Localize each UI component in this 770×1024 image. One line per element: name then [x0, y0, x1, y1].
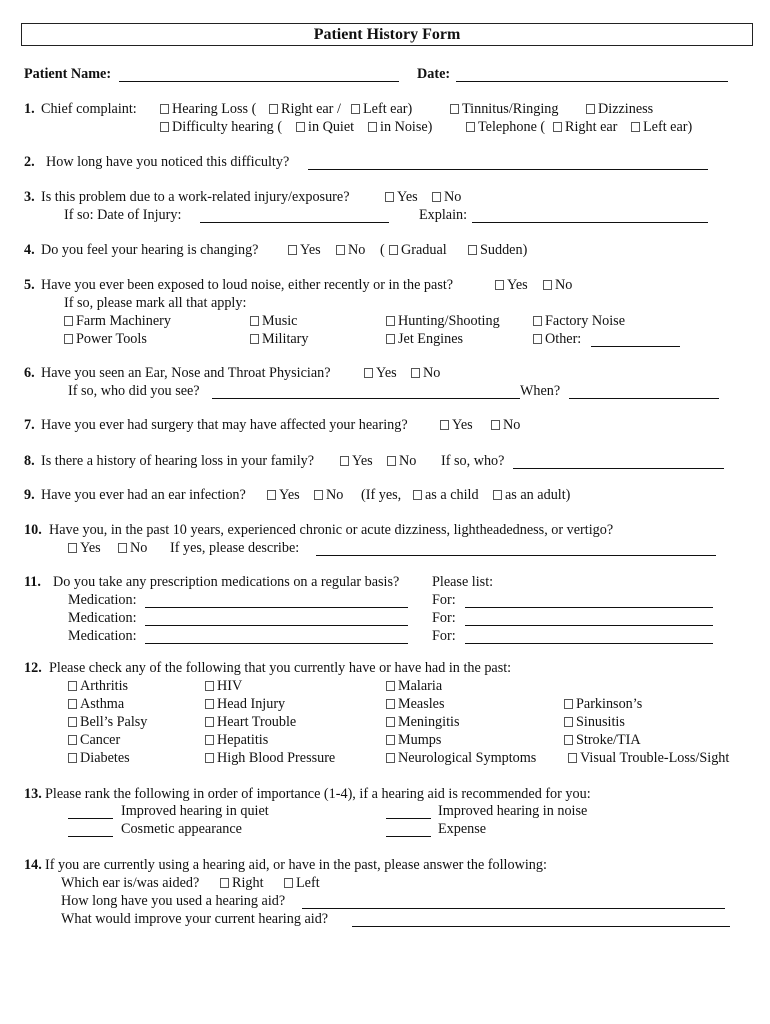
q8-label: Is there a history of hearing loss in your family? [41, 453, 315, 469]
q8-no[interactable]: No [387, 453, 416, 470]
q3-no-checkbox[interactable] [432, 192, 441, 202]
q9-yes[interactable]: Yes [267, 487, 300, 504]
date-label: Date: [417, 66, 451, 82]
for-label: For: [432, 610, 456, 626]
q1-telephone[interactable]: Telephone ( [466, 119, 545, 136]
q7-number: 7. [24, 417, 35, 433]
q5-power[interactable]: Power Tools [64, 331, 147, 348]
q9-label: Have you ever had an ear infection? [41, 487, 246, 503]
for-field-3[interactable] [465, 643, 713, 644]
q6-yes[interactable]: Yes [364, 365, 397, 382]
q1-in-noise[interactable]: in Noise) [368, 119, 432, 136]
arthritis-checkbox[interactable] [68, 681, 77, 691]
condition-high-blood-pressure[interactable]: High Blood Pressure [205, 750, 335, 767]
q9-yes-checkbox[interactable] [267, 490, 276, 500]
q9-number: 9. [24, 487, 35, 503]
gradual-checkbox[interactable] [389, 245, 398, 255]
malaria-checkbox[interactable] [386, 681, 395, 691]
q14-which-ear: Which ear is/was aided? [61, 875, 200, 891]
rank-expense-field[interactable] [386, 836, 431, 837]
q2-number: 2. [24, 154, 35, 170]
tinnitus-checkbox[interactable] [450, 104, 459, 114]
visual-trouble-checkbox[interactable] [568, 753, 577, 763]
q13-label: Please rank the following in order of importance (1-4), if a hearing aid is recommended for you: [45, 786, 591, 802]
q3-number: 3. [24, 189, 35, 205]
q7-no[interactable]: No [491, 417, 520, 434]
q14-how-long-label: How long have you used a hearing aid? [61, 893, 286, 909]
q11-please-list: Please list: [432, 574, 494, 590]
q6-no-checkbox[interactable] [411, 368, 420, 378]
q2-answer-field[interactable] [308, 169, 708, 170]
q14-how-long-field[interactable] [302, 908, 725, 909]
q10-number: 10. [24, 522, 42, 538]
q1-left-ear[interactable]: Left ear) [351, 101, 412, 118]
q3-no[interactable]: No [432, 189, 461, 206]
q6-who-label: If so, who did you see? [68, 383, 200, 399]
q5-music[interactable]: Music [250, 313, 297, 330]
q12-label: Please check any of the following that you currently have or have had in the past: [49, 660, 512, 676]
condition-meningitis[interactable]: Meningitis [386, 714, 459, 731]
rank-cosmetic-field[interactable] [68, 836, 113, 837]
mumps-checkbox[interactable] [386, 735, 395, 745]
medication-label: Medication: [68, 610, 137, 626]
condition-cancer[interactable]: Cancer [68, 732, 120, 749]
condition-arthritis[interactable]: Arthritis [68, 678, 128, 695]
difficulty-hearing-checkbox[interactable] [160, 122, 169, 132]
q10-no[interactable]: No [118, 540, 147, 557]
condition-head-injury[interactable]: Head Injury [205, 696, 285, 713]
q7-yes[interactable]: Yes [440, 417, 473, 434]
telephone-left-ear-checkbox[interactable] [631, 122, 640, 132]
q8-number: 8. [24, 453, 35, 469]
measles-checkbox[interactable] [386, 699, 395, 709]
for-field-1[interactable] [465, 607, 713, 608]
condition-hiv[interactable]: HIV [205, 678, 242, 695]
heart-trouble-checkbox[interactable] [205, 717, 214, 727]
q5-no-checkbox[interactable] [543, 280, 552, 290]
q1-label: Chief complaint: [41, 101, 137, 117]
q7-label: Have you ever had surgery that may have affected your hearing? [41, 417, 408, 433]
farm-machinery-checkbox[interactable] [64, 316, 73, 326]
left-ear-checkbox[interactable] [351, 104, 360, 114]
q1-tel-left[interactable]: Left ear) [631, 119, 692, 136]
q10-yes[interactable]: Yes [68, 540, 101, 557]
q3-yes[interactable]: Yes [385, 189, 418, 206]
q4-no[interactable]: No [336, 242, 365, 259]
q14-label: If you are currently using a hearing aid, or have in the past, please answer the following: [45, 857, 547, 873]
patient-name-field[interactable] [119, 81, 399, 82]
q1-in-quiet[interactable]: in Quiet [296, 119, 354, 136]
in-noise-checkbox[interactable] [368, 122, 377, 132]
q5-factory[interactable]: Factory Noise [533, 313, 625, 330]
q5-jet[interactable]: Jet Engines [386, 331, 463, 348]
cancer-checkbox[interactable] [68, 735, 77, 745]
rank-noise-field[interactable] [386, 818, 431, 819]
condition-heart-trouble[interactable]: Heart Trouble [205, 714, 296, 731]
patient-name-label: Patient Name: [24, 66, 112, 82]
q7-yes-checkbox[interactable] [440, 420, 449, 430]
q5-mark-all: If so, please mark all that apply: [64, 295, 247, 311]
medication-label: Medication: [68, 628, 137, 644]
medication-field-1[interactable] [145, 607, 408, 608]
other-checkbox[interactable] [533, 334, 542, 344]
rank-noise-label: Improved hearing in noise [438, 803, 588, 819]
q9-child[interactable]: as a child [413, 487, 479, 504]
rank-cosmetic-label: Cosmetic appearance [121, 821, 242, 837]
q2-label: How long have you noticed this difficulty? [46, 154, 290, 170]
q3-explain-field[interactable] [472, 222, 708, 223]
q3-date-injury-label: If so: Date of Injury: [64, 207, 182, 223]
q7-no-checkbox[interactable] [491, 420, 500, 430]
q1-difficulty-hearing[interactable]: Difficulty hearing ( [160, 119, 282, 136]
aided-left-checkbox[interactable] [284, 878, 293, 888]
q1-right-ear[interactable]: Right ear / [269, 101, 341, 118]
q1-hearing-loss[interactable]: Hearing Loss ( [160, 101, 256, 118]
q14-improve-label: What would improve your current hearing aid? [61, 911, 329, 927]
q3-explain-label: Explain: [419, 207, 468, 223]
power-tools-checkbox[interactable] [64, 334, 73, 344]
asthma-checkbox[interactable] [68, 699, 77, 709]
meningitis-checkbox[interactable] [386, 717, 395, 727]
q5-label: Have you ever been exposed to loud noise, either recently or in the past? [41, 277, 454, 293]
q10-yes-checkbox[interactable] [68, 543, 77, 553]
q5-yes[interactable]: Yes [495, 277, 528, 294]
q5-farm[interactable]: Farm Machinery [64, 313, 171, 330]
neurological-checkbox[interactable] [386, 753, 395, 763]
rank-quiet-field[interactable] [68, 818, 113, 819]
q4-sudden[interactable]: Sudden) [468, 242, 527, 259]
head-injury-checkbox[interactable] [205, 699, 214, 709]
condition-neurological[interactable]: Neurological Symptoms [386, 750, 536, 767]
q4-label: Do you feel your hearing is changing? [41, 242, 259, 258]
condition-diabetes[interactable]: Diabetes [68, 750, 130, 767]
q5-military[interactable]: Military [250, 331, 309, 348]
q3-yes-checkbox[interactable] [385, 192, 394, 202]
q10-no-checkbox[interactable] [118, 543, 127, 553]
q14-right[interactable]: Right [220, 875, 264, 892]
military-checkbox[interactable] [250, 334, 259, 344]
condition-sinusitis[interactable]: Sinusitis [564, 714, 625, 731]
bells-palsy-checkbox[interactable] [68, 717, 77, 727]
in-quiet-checkbox[interactable] [296, 122, 305, 132]
aided-right-checkbox[interactable] [220, 878, 229, 888]
q1-number: 1. [24, 101, 35, 117]
q6-when-field[interactable] [569, 398, 719, 399]
q10-describe-field[interactable] [316, 555, 716, 556]
hunting-checkbox[interactable] [386, 316, 395, 326]
condition-mumps[interactable]: Mumps [386, 732, 441, 749]
sinusitis-checkbox[interactable] [564, 717, 573, 727]
q8-who-label: If so, who? [441, 453, 505, 469]
q6-number: 6. [24, 365, 35, 381]
date-field[interactable] [456, 81, 728, 82]
right-ear-checkbox[interactable] [269, 104, 278, 114]
q11-label: Do you take any prescription medications on a regular basis? [53, 574, 400, 590]
telephone-right-ear-checkbox[interactable] [553, 122, 562, 132]
q5-other[interactable]: Other: [533, 331, 581, 348]
q8-yes[interactable]: Yes [340, 453, 373, 470]
hepatitis-checkbox[interactable] [205, 735, 214, 745]
rank-quiet-label: Improved hearing in quiet [121, 803, 269, 819]
q3-label: Is this problem due to a work-related injury/exposure? [41, 189, 350, 205]
q9-no[interactable]: No [314, 487, 343, 504]
q4-no-checkbox[interactable] [336, 245, 345, 255]
hiv-checkbox[interactable] [205, 681, 214, 691]
q4-number: 4. [24, 242, 35, 258]
condition-hepatitis[interactable]: Hepatitis [205, 732, 268, 749]
rank-expense-label: Expense [438, 821, 487, 837]
q8-no-checkbox[interactable] [387, 456, 396, 466]
q9-no-checkbox[interactable] [314, 490, 323, 500]
q6-yes-checkbox[interactable] [364, 368, 373, 378]
high-blood-pressure-checkbox[interactable] [205, 753, 214, 763]
q14-left[interactable]: Left [284, 875, 320, 892]
condition-stroke[interactable]: Stroke/TIA [564, 732, 641, 749]
q10-label: Have you, in the past 10 years, experienced chronic or acute dizziness, lightheadedness, or vertigo? [49, 522, 614, 538]
diabetes-checkbox[interactable] [68, 753, 77, 763]
q6-no[interactable]: No [411, 365, 440, 382]
telephone-checkbox[interactable] [466, 122, 475, 132]
condition-asthma[interactable]: Asthma [68, 696, 124, 713]
q5-no[interactable]: No [543, 277, 572, 294]
as-adult-checkbox[interactable] [493, 490, 502, 500]
q4-yes-checkbox[interactable] [288, 245, 297, 255]
factory-noise-checkbox[interactable] [533, 316, 542, 326]
q5-hunting[interactable]: Hunting/Shooting [386, 313, 500, 330]
condition-malaria[interactable]: Malaria [386, 678, 442, 695]
q3-date-injury-field[interactable] [200, 222, 389, 223]
medication-label: Medication: [68, 592, 137, 608]
q1-dizziness[interactable]: Dizziness [586, 101, 653, 118]
dizziness-checkbox[interactable] [586, 104, 595, 114]
parkinsons-checkbox[interactable] [564, 699, 573, 709]
q1-tinnitus[interactable]: Tinnitus/Ringing [450, 101, 558, 118]
q5-number: 5. [24, 277, 35, 293]
medication-field-2[interactable] [145, 625, 408, 626]
form-title: Patient History Form [21, 23, 753, 46]
music-checkbox[interactable] [250, 316, 259, 326]
q13-number: 13. [24, 786, 42, 802]
for-label: For: [432, 628, 456, 644]
q4-yes[interactable]: Yes [288, 242, 321, 259]
q6-label: Have you seen an Ear, Nose and Throat Physician? [41, 365, 331, 381]
q14-improve-field[interactable] [352, 926, 730, 927]
q4-paren: ( [380, 242, 385, 258]
q9-if-yes: (If yes, [361, 487, 402, 503]
q5-other-field[interactable] [591, 346, 680, 347]
q11-number: 11. [24, 574, 41, 590]
condition-visual-trouble[interactable]: Visual Trouble-Loss/Sight [568, 750, 729, 767]
as-child-checkbox[interactable] [413, 490, 422, 500]
q4-gradual[interactable]: Gradual [389, 242, 447, 259]
condition-bells-palsy[interactable]: Bell’s Palsy [68, 714, 147, 731]
q14-number: 14. [24, 857, 42, 873]
q6-who-field[interactable] [212, 398, 520, 399]
for-field-2[interactable] [465, 625, 713, 626]
q12-number: 12. [24, 660, 42, 676]
q5-yes-checkbox[interactable] [495, 280, 504, 290]
q8-who-field[interactable] [513, 468, 724, 469]
jet-engines-checkbox[interactable] [386, 334, 395, 344]
stroke-checkbox[interactable] [564, 735, 573, 745]
medication-field-3[interactable] [145, 643, 408, 644]
q1-tel-right[interactable]: Right ear [553, 119, 617, 136]
q9-adult[interactable]: as an adult) [493, 487, 570, 504]
for-label: For: [432, 592, 456, 608]
q10-describe-label: If yes, please describe: [170, 540, 300, 556]
sudden-checkbox[interactable] [468, 245, 477, 255]
q6-when-label: When? [520, 383, 561, 399]
q8-yes-checkbox[interactable] [340, 456, 349, 466]
hearing-loss-checkbox[interactable] [160, 104, 169, 114]
condition-measles[interactable]: Measles [386, 696, 445, 713]
condition-parkinsons[interactable]: Parkinson’s [564, 696, 642, 713]
